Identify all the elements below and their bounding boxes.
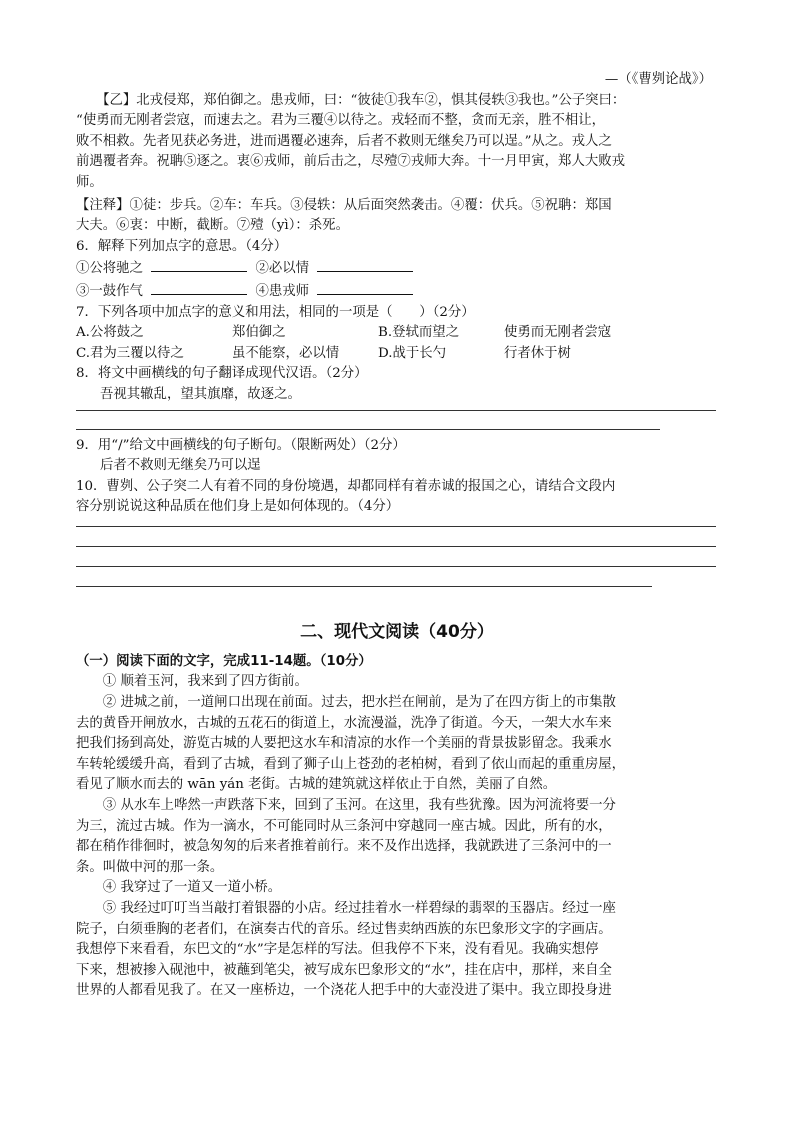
option-a: A.公将鼓之 (76, 325, 144, 341)
passage-line: 【乙】北戎侵郑，郑伯御之。患戎师，曰：“彼徒①我车②，惧其侵轶③我也。”公子突曰： (96, 92, 626, 108)
q6-item: ④患戎师 (255, 283, 310, 299)
question-stem: 9．用“/”给文中画横线的句子断句。（限断两处）（2分） (76, 437, 406, 453)
paragraph-2: ② 进城之前，一道闸口出现在前面。过去，把水拦在闸前，是为了在四方街上的市集散 (102, 695, 616, 711)
q6-item: ②必以情 (255, 261, 310, 277)
q7-option-row (76, 323, 718, 344)
option-c-pair: 虽不能察，必以情 (232, 345, 340, 361)
section-heading: 二、现代文阅读（40分） (300, 621, 494, 642)
exam-page (76, 70, 718, 1002)
option-d: D.战于长勺 (378, 345, 447, 361)
q7-option-row (76, 344, 718, 365)
question-9 (76, 436, 718, 477)
question-10 (76, 477, 718, 587)
notes (76, 196, 718, 237)
note-line: 大夫。⑥衷：中断，截断。⑦殪（yì）：杀死。 (76, 218, 349, 234)
option-a-pair: 郑伯御之 (232, 325, 286, 341)
paragraph-5-line: 院子，白须垂胸的老者们，在演奏古代的音乐。经过售卖纳西族的东巴象形文字的字画店。 (76, 921, 612, 937)
paragraph-2-line: 车转轮缓缓升高，看到了古城，看到了狮子山上苍劲的老柏树，看到了依山而起的重重房屋， (76, 756, 626, 772)
paragraph-4: ④ 我穿过了一道又一道小桥。 (102, 880, 282, 896)
paragraph-2-line: 去的黄昏开闸放水，古城的五花石的街道上，水流漫溢，洗净了街道。今天，一架大水车来 (76, 715, 612, 731)
q6-row (76, 280, 718, 303)
paragraph-5-line: 世界的人都看见我了。在又一座桥边，一个浇花人把手中的大壶没进了渠中。我立即投身进 (76, 983, 612, 999)
option-c: C.君为三覆以待之 (76, 345, 184, 361)
paragraph-5: ⑤ 我经过叮叮当当敲打着银器的小店。经过挂着水一样碧绿的翡翠的玉器店。经过一座 (102, 901, 616, 916)
q6-item: ①公将驰之 (76, 261, 143, 277)
paragraph-1: ① 顺着玉河，我来到了四方街前。 (102, 674, 308, 690)
q8-sentence: 吾视其辙乱，望其旗靡，故逐之。 (100, 386, 301, 402)
paragraph-5-line: 下来，想被掺入砚池中，被蘸到笔尖，被写成东巴象形文的“水”，挂在店中，那样，来自全 (76, 962, 612, 978)
option-d-pair: 行者休于树 (504, 345, 571, 361)
q6-item: ③一鼓作气 (76, 283, 143, 299)
note-line: 【注释】①徒：步兵。②车：车兵。③侵轶：从后面突然袭击。④覆：伏兵。⑤祝聃：郑国 (76, 197, 612, 213)
option-b-pair: 使勇而无刚者尝寇 (504, 325, 612, 341)
paragraph-3-line: 条。叫做中河的那一条。 (76, 859, 224, 875)
answer-line[interactable] (76, 429, 660, 430)
paragraph-3: ③ 从水车上哗然一声跌落下来，回到了玉河。在这里，我有些犹豫。因为河流将要一分 (102, 798, 616, 814)
question-stem: 6．解释下列加点字的意思。（4分） (76, 238, 288, 254)
answer-blank[interactable] (317, 280, 413, 295)
answer-blank[interactable] (151, 257, 247, 272)
option-b: B.登轼而望之 (378, 325, 460, 341)
passage-line: 师。 (76, 174, 103, 190)
paragraph-2-line: 把我们扬到高处，游览古城的人要把这水车和清凉的水作一个美丽的背景拔影留念。我乘水 (76, 736, 612, 752)
passage-line: 前遇覆者奔。祝聃⑤逐之。衷⑥戎师，前后击之，尽殪⑦戎师大奔。十一月甲寅，郑人大败戎 (76, 154, 626, 170)
source-citation: —（《曹刿论战》） (604, 72, 712, 87)
q9-sentence: 后者不救则无继矣乃可以逞 (100, 458, 261, 474)
paragraph-3-line: 为三，流过古城。作为一滴水，不可能同时从三条河中穿越同一座古城。因此，所有的水， (76, 818, 612, 834)
question-stem: 7．下列各项中加点字的意义和用法，相同的一项是（ ）（2分） (76, 304, 475, 320)
question-stem: 8．将文中画横线的句子翻译成现代汉语。（2分） (76, 366, 368, 382)
question-stem: 10．曹刿、公子突二人有着不同的身份境遇，却都同样有着赤诚的报国之心，请结合文段内 (76, 478, 616, 494)
answer-blank[interactable] (317, 257, 413, 272)
reading-subheading: （一）阅读下面的文字，完成11-14题。（10分） (76, 653, 372, 669)
question-7 (76, 303, 718, 365)
question-stem: 容分别说说这种品质在他们身上是如何体现的。（4分） (76, 499, 400, 515)
passage-line: “使勇而无刚者尝寇，而速去之。君为三覆④以待之。戎轻而不整，贪而无亲，胜不相让， (76, 113, 606, 129)
question-8 (76, 364, 718, 429)
paragraph-2-line: 看见了顺水而去的 wān yán 老街。古城的建筑就这样依止于自然，美丽了自然。 (76, 777, 557, 793)
answer-blank[interactable] (151, 280, 247, 295)
paragraph-5-line: 我想停下来看看，东巴文的“水”字是怎样的写法。但我停不下来，没有看见。我确实想停 (76, 942, 599, 958)
paragraph-3-line: 都在稍作徘徊时，被急匆匆的后来者推着前行。来不及作出选择，我就跌进了三条河中的一 (76, 839, 612, 855)
q6-row (76, 257, 718, 280)
passage-line: 败不相救。先者见获必务进，进而遇覆必速奔，后者不救则无继矣乃可以逞。”从之。戎人之 (76, 133, 612, 149)
passage-b (76, 91, 718, 194)
reading-passage (76, 672, 718, 1002)
question-6 (76, 237, 718, 303)
